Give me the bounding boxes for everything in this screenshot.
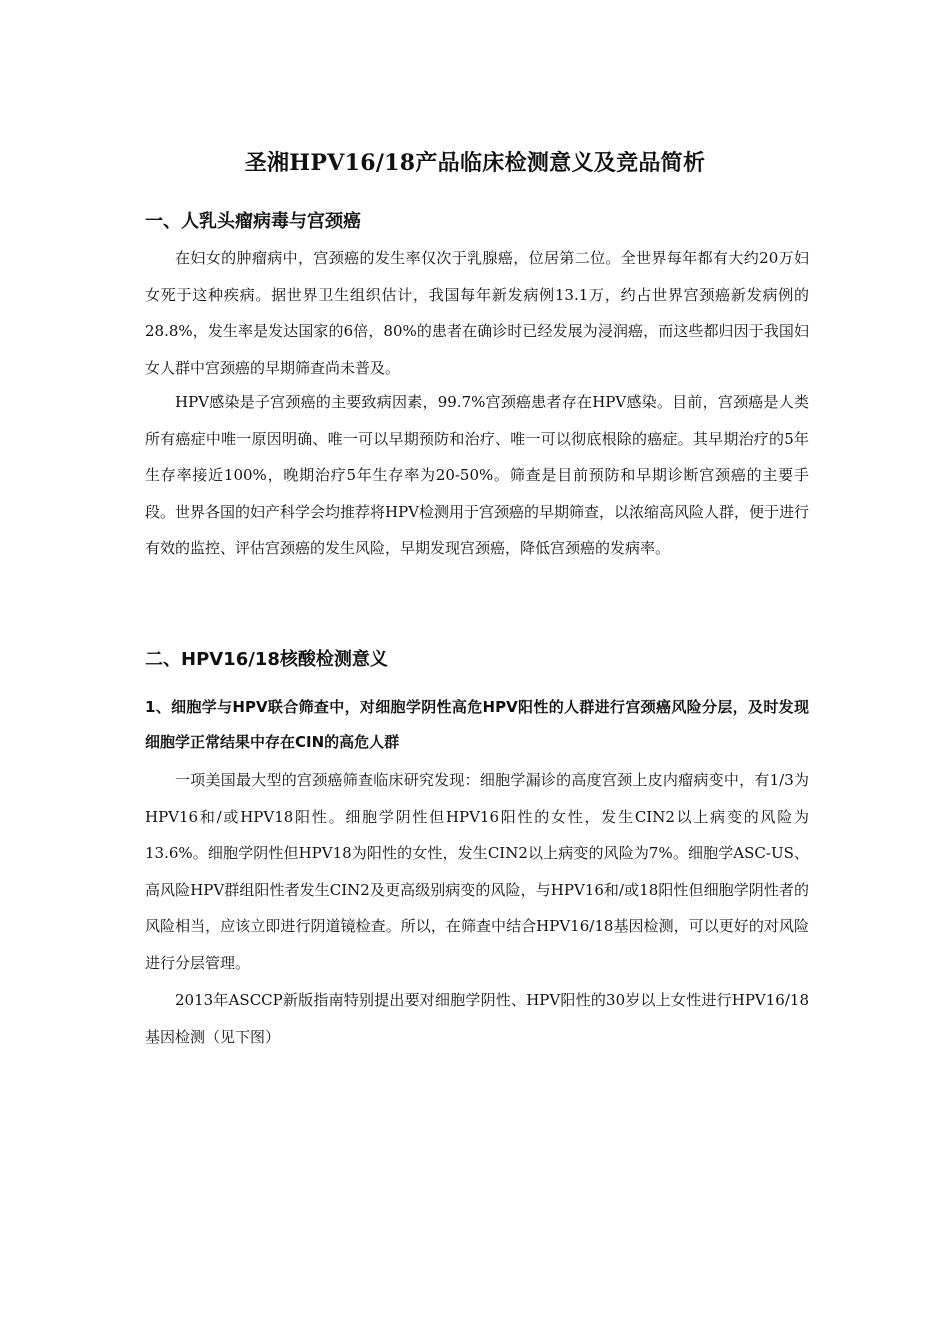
section-heading-hpv-and-cervical-cancer: 一、人乳头瘤病毒与宫颈癌 <box>145 211 361 232</box>
section-heading-hpv1618-significance: 二、HPV16/18核酸检测意义 <box>145 649 388 670</box>
subsection-heading-co-testing: 1、细胞学与HPV联合筛查中，对细胞学阴性高危HPV阳性的人群进行宫颈癌风险分层，及时发现细胞学正常结果中存在CIN的高危人群 <box>145 698 809 751</box>
document-title: 圣湘HPV16/18产品临床检测意义及竞品简析 <box>244 150 706 176</box>
paragraph-cervical-cancer-incidence: 在妇女的肿瘤病中，宫颈癌的发生率仅次于乳腺癌，位居第二位。全世界每年都有大约20万妇女死于这种疾病。据世界卫生组织估计，我国每年新发病例13.1万，约占世界宫颈癌新发病例的28.8%，发生率是发达国家的6倍，80%的患者在确诊时已经发展为浸润癌，而这些都归因于我国妇女人群中宫颈癌的早期筛查尚未普及。 <box>145 249 809 377</box>
paragraph-us-screening-study: 一项美国最大型的宫颈癌筛查临床研究发现：细胞学漏诊的高度宫颈上皮内瘤病变中，有1/3为HPV16和/或HPV18阳性。细胞学阴性但HPV16阳性的女性，发生CIN2以上病变的风险为13.6%。细胞学阴性但HPV18为阳性的女性，发生CIN2以上病变的风险为7%。细胞学ASC-US、高风险HPV群组阳性者发生CIN2及更高级别病变的风险，与HPV16和/或18阳性但细胞学阴性者的风险相当，应该立即进行阴道镜检查。所以，在筛查中结合HPV16/18基因检测，可以更好的对风险进行分层管理。 <box>145 771 809 972</box>
paragraph-hpv-infection-cause: HPV感染是子宫颈癌的主要致病因素，99.7%宫颈癌患者存在HPV感染。目前，宫颈癌是人类所有癌症中唯一原因明确、唯一可以早期预防和治疗、唯一可以彻底根除的癌症。其早期治疗的5年生存率接近100%，晚期治疗5年生存率为20-50%。筛查是目前预防和早期诊断宫颈癌的主要手段。世界各国的妇产科学会均推荐将HPV检测用于宫颈癌的早期筛查，以浓缩高风险人群，便于进行有效的监控、评估宫颈癌的发生风险，早期发现宫颈癌，降低宫颈癌的发病率。 <box>145 393 810 557</box>
paragraph-asccp-guideline: 2013年ASCCP新版指南特别提出要对细胞学阴性、HPV阳性的30岁以上女性进行HPV16/18基因检测（见下图） <box>145 991 809 1046</box>
